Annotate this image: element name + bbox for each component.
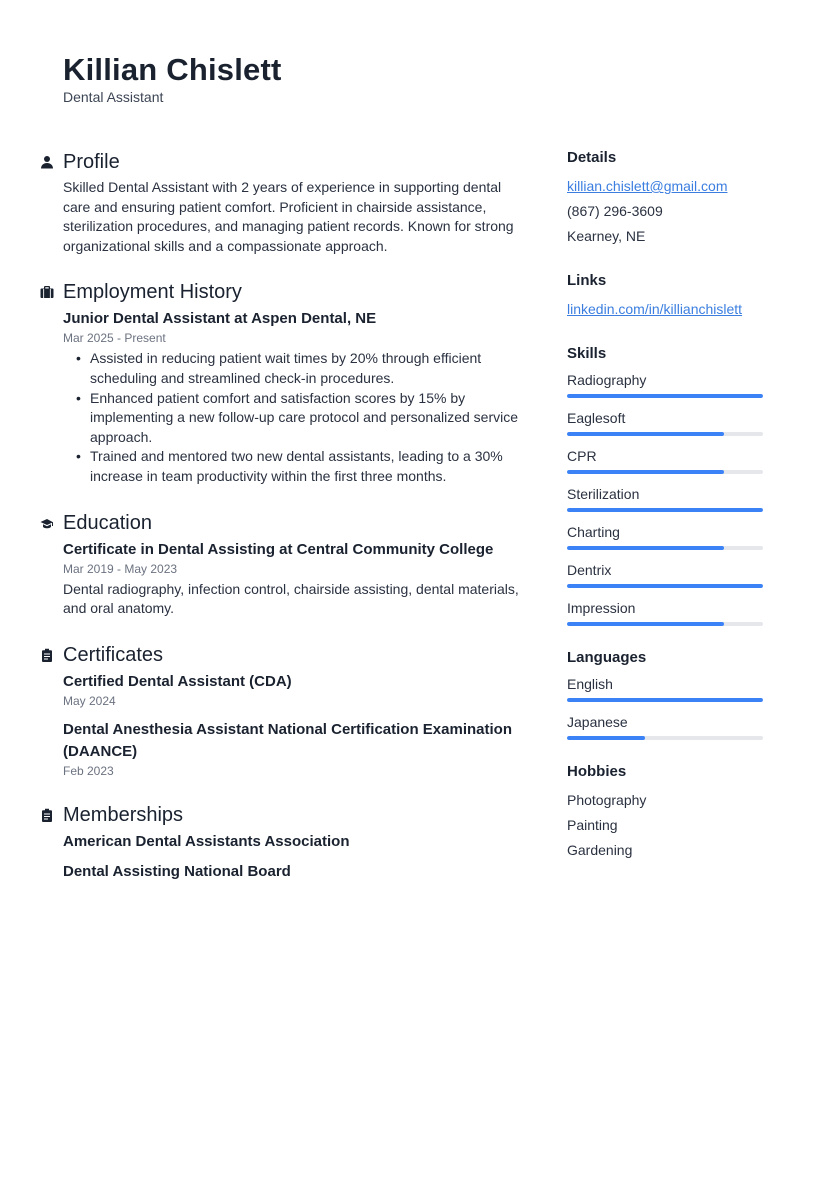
profile-section bbox=[40, 148, 530, 256]
language-level-bar bbox=[567, 698, 763, 702]
certificate-entry bbox=[63, 671, 530, 709]
profile-summary: Skilled Dental Assistant with 2 years of experience in supporting dental care and ensuring patient comfort. Proficient in chairside assistance, sterilization procedures, and managing patient records. Known for strong organizational skills and a compassionate approach. bbox=[63, 179, 514, 254]
language-name: English bbox=[567, 676, 613, 692]
links-section bbox=[567, 271, 763, 322]
linkedin-link[interactable]: linkedin.com/in/killianchislett bbox=[567, 301, 743, 317]
skill-item bbox=[567, 408, 763, 436]
skill-level-bar bbox=[567, 546, 763, 550]
skill-name: Sterilization bbox=[567, 486, 640, 502]
candidate-title: Dental Assistant bbox=[63, 89, 164, 105]
skill-item bbox=[567, 522, 763, 550]
candidate-name: Killian Chislett bbox=[63, 52, 282, 87]
skill-level-fill bbox=[567, 394, 763, 398]
certificate-date: May 2024 bbox=[63, 693, 116, 708]
certificates-section bbox=[40, 641, 530, 779]
skill-level-bar bbox=[567, 622, 763, 626]
job-date: Mar 2025 - Present bbox=[63, 331, 166, 346]
skill-level-fill bbox=[567, 546, 724, 550]
memberships-section bbox=[40, 801, 530, 883]
skill-item bbox=[567, 446, 763, 474]
clipboard-icon bbox=[40, 807, 63, 823]
education-section bbox=[40, 509, 530, 619]
job-bullet: • Assisted in reducing patient wait times by 20% through efficient scheduling and streamlined check-in procedures. bbox=[63, 349, 530, 388]
skill-level-fill bbox=[567, 622, 724, 626]
phone-number: (867) 296-3609 bbox=[567, 203, 663, 219]
skill-item bbox=[567, 598, 763, 626]
membership-item: Dental Assisting National Board bbox=[63, 862, 291, 880]
certificate-date: Feb 2023 bbox=[63, 763, 114, 778]
education-heading: Education bbox=[63, 511, 152, 534]
hobbies-heading: Hobbies bbox=[567, 763, 627, 780]
language-level-fill bbox=[567, 736, 645, 740]
hobbies-section bbox=[567, 762, 763, 863]
skill-name: Charting bbox=[567, 524, 620, 540]
skills-heading: Skills bbox=[567, 345, 607, 362]
employment-heading: Employment History bbox=[63, 281, 242, 304]
graduation-cap-icon bbox=[40, 515, 63, 531]
details-heading: Details bbox=[567, 149, 617, 166]
skills-list bbox=[567, 370, 763, 626]
skills-section bbox=[567, 344, 763, 626]
hobby-item: Photography bbox=[567, 792, 647, 808]
skill-level-bar bbox=[567, 470, 763, 474]
language-item bbox=[567, 674, 763, 702]
skill-item bbox=[567, 370, 763, 398]
job-bullets bbox=[63, 349, 530, 486]
main-column bbox=[40, 148, 530, 905]
certificates-heading: Certificates bbox=[63, 643, 164, 666]
language-name: Japanese bbox=[567, 714, 628, 730]
job-title: Junior Dental Assistant at Aspen Dental, NE bbox=[63, 310, 377, 328]
languages-section bbox=[567, 648, 763, 740]
education-entry bbox=[63, 539, 530, 619]
skill-item bbox=[567, 484, 763, 512]
language-level-fill bbox=[567, 698, 763, 702]
job-bullet: • Trained and mentored two new dental assistants, leading to a 30% increase in team productivity within the first three months. bbox=[63, 447, 530, 486]
job-entry bbox=[63, 308, 530, 486]
hobby-item: Painting bbox=[567, 817, 618, 833]
education-description: Dental radiography, infection control, chairside assisting, dental materials, and oral anatomy. bbox=[63, 580, 519, 617]
languages-list bbox=[567, 674, 763, 740]
details-section bbox=[567, 148, 763, 249]
briefcase-icon bbox=[40, 284, 63, 300]
skill-name: Dentrix bbox=[567, 562, 612, 578]
profile-heading: Profile bbox=[63, 151, 120, 173]
skill-level-bar bbox=[567, 432, 763, 436]
clipboard-icon bbox=[40, 647, 63, 663]
email-link[interactable]: killian.chislett@gmail.com bbox=[567, 178, 728, 194]
resume-header bbox=[63, 52, 282, 106]
membership-item: American Dental Assistants Association bbox=[63, 832, 350, 850]
person-icon bbox=[40, 154, 63, 170]
skill-name: CPR bbox=[567, 448, 597, 464]
skill-level-bar bbox=[567, 394, 763, 398]
links-heading: Links bbox=[567, 272, 607, 289]
skill-name: Radiography bbox=[567, 372, 647, 388]
employment-section bbox=[40, 278, 530, 486]
skill-level-fill bbox=[567, 508, 763, 512]
location: Kearney, NE bbox=[567, 228, 646, 244]
skill-level-bar bbox=[567, 508, 763, 512]
certificate-entry bbox=[63, 719, 530, 779]
job-bullet: • Enhanced patient comfort and satisfaction scores by 15% by implementing a new follow-up care protocol and personalized service approach. bbox=[63, 389, 530, 448]
skill-level-bar bbox=[567, 584, 763, 588]
skill-name: Eaglesoft bbox=[567, 410, 626, 426]
sidebar-column bbox=[567, 148, 763, 885]
skill-item bbox=[567, 560, 763, 588]
memberships-heading: Memberships bbox=[63, 803, 184, 826]
skill-name: Impression bbox=[567, 600, 636, 616]
certificate-title: Certified Dental Assistant (CDA) bbox=[63, 672, 292, 690]
certificate-title: Dental Anesthesia Assistant National Certification Examination (DAANCE) bbox=[63, 720, 512, 760]
language-item bbox=[567, 712, 763, 740]
hobby-item: Gardening bbox=[567, 842, 633, 858]
education-date: Mar 2019 - May 2023 bbox=[63, 561, 178, 576]
skill-level-fill bbox=[567, 584, 763, 588]
education-title: Certificate in Dental Assisting at Central Community College bbox=[63, 540, 494, 558]
languages-heading: Languages bbox=[567, 649, 647, 666]
language-level-bar bbox=[567, 736, 763, 740]
skill-level-fill bbox=[567, 432, 724, 436]
skill-level-fill bbox=[567, 470, 724, 474]
